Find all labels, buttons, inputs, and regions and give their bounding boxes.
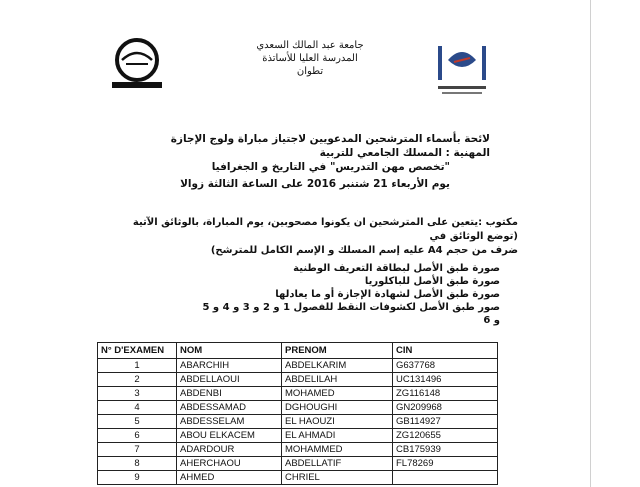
document-item: صورة طبق الأصل للباكلوريا [364,276,500,287]
table-header-row [98,343,498,359]
page-margin-line [590,0,591,487]
university-logo-icon [434,40,490,100]
exam-number: 2 [98,373,177,387]
header-nom: NOM [177,343,282,359]
exam-number: 7 [98,443,177,457]
cin: FL78269 [393,457,498,471]
table-row [98,457,498,471]
prenom: CHRIEL [282,471,393,485]
table-row [98,471,498,485]
table-row [98,359,498,373]
header-prenom: PRENOM [282,343,393,359]
cin [393,471,498,485]
table-row [98,429,498,443]
cin: G637768 [393,359,498,373]
nom: ABDELLAOUI [177,373,282,387]
prenom: ABDELILAH [282,373,393,387]
cin: GB114927 [393,415,498,429]
header-exam-number: N° D'EXAMEN [98,343,177,359]
school-name: المدرسة العليا للأساتذة [262,53,358,64]
nom: ABDENBI [177,387,282,401]
candidates-table [97,342,498,485]
exam-date: يوم الأربعاء 21 شتنبر 2016 على الساعة الثالثة زوالا [180,178,450,190]
university-name: جامعة عبد المالك السعدي [256,40,364,51]
table-row [98,415,498,429]
prenom: ABDELLATIF [282,457,393,471]
cin: ZG116148 [393,387,498,401]
prenom: DGHOUGHI [282,401,393,415]
nom: ABDESSAMAD [177,401,282,415]
nom: AHERCHAOU [177,457,282,471]
notice [108,216,518,258]
table-row [98,373,498,387]
document-item: صور طبق الأصل لكشوفات النقط للفصول 1 و 2 و 3 و 4 و 5 و 6 [202,302,500,326]
nom: ADARDOUR [177,443,282,457]
notice-line-2: ضرف من حجم A4 عليه إسم المسلك و الإسم الكامل للمترشح) [210,245,518,256]
prenom: MOHAMMED [282,443,393,457]
prenom: EL HAOUZI [282,415,393,429]
table-row [98,401,498,415]
exam-number: 8 [98,457,177,471]
table-row [98,443,498,457]
city-name: تطوان [296,66,324,77]
title-line-2: "تخصص مهن التدريس" في التاريخ و الجغرافيا [211,161,450,173]
prenom: EL AHMADI [282,429,393,443]
nom: AHMED [177,471,282,485]
school-logo-icon [106,36,168,94]
document-item: صورة طبق الأصل لبطاقة التعريف الوطنية [293,263,500,274]
exam-number: 4 [98,401,177,415]
cin: ZG120655 [393,429,498,443]
exam-number: 9 [98,471,177,485]
notice-line-1: مكتوب :يتعين على المترشحين ان يكونوا مصحوبين، يوم المباراة، بالوثائق الآتية (توضع الوثائق في [132,217,518,242]
cin: CB175939 [393,443,498,457]
exam-number: 1 [98,359,177,373]
exam-number: 6 [98,429,177,443]
nom: ABOU ELKACEM [177,429,282,443]
document-title [150,132,490,174]
prenom: ABDELKARIM [282,359,393,373]
institution-header [230,39,390,78]
cin: GN209968 [393,401,498,415]
exam-number: 3 [98,387,177,401]
required-documents-list [200,262,500,326]
prenom: MOHAMED [282,387,393,401]
table-row [98,387,498,401]
cin: UC131496 [393,373,498,387]
nom: ABDESSELAM [177,415,282,429]
exam-number: 5 [98,415,177,429]
document-item: صورة طبق الأصل لشهادة الإجازة أو ما يعادلها [275,289,500,300]
nom: ABARCHIH [177,359,282,373]
header-cin: CIN [393,343,498,359]
title-line-1: لائحة بأسماء المترشحين المدعويين لاجتياز مباراة ولوج الإجازة المهنية : المسلك الجامعي للتربية [170,133,490,159]
